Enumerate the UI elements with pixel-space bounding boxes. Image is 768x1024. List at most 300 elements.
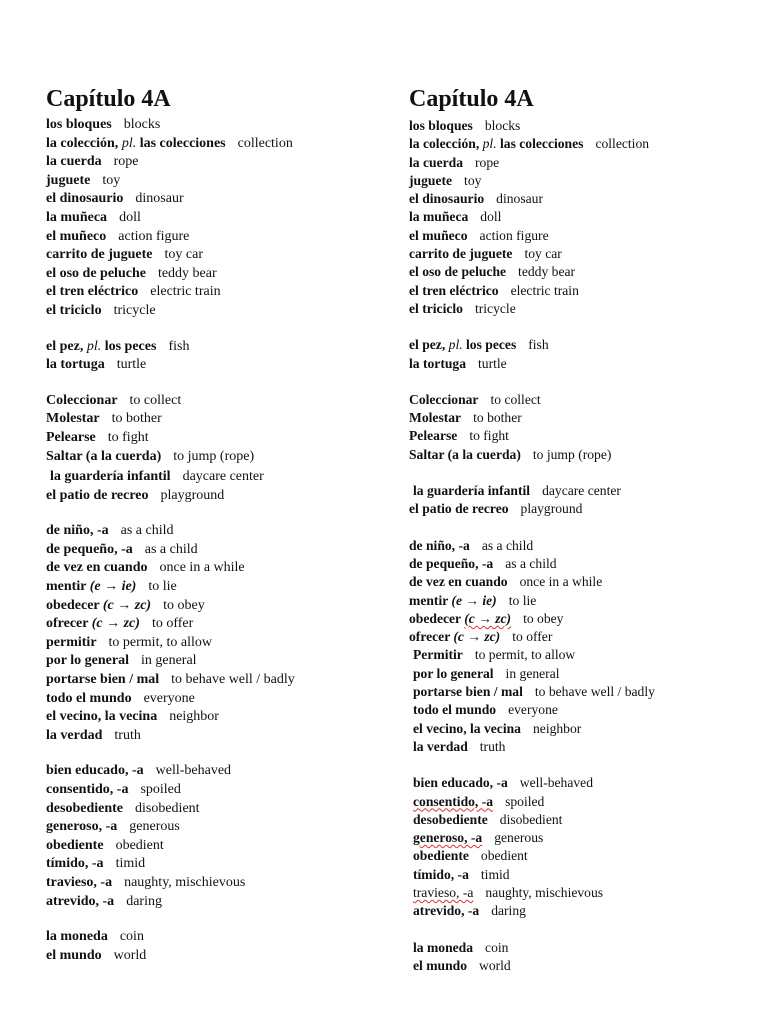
vocab-entry bbox=[46, 429, 295, 448]
vocab-term bbox=[46, 339, 156, 354]
vocab-term bbox=[46, 117, 112, 132]
vocab-entry bbox=[409, 902, 655, 920]
vocab-term bbox=[409, 356, 466, 371]
vocab-term bbox=[413, 666, 494, 681]
vocab-entry bbox=[409, 683, 655, 701]
vocab-entry bbox=[409, 482, 655, 500]
vocab-definition: as a child bbox=[505, 555, 557, 571]
vocab-entry bbox=[409, 939, 655, 957]
vocab-term bbox=[409, 283, 499, 298]
vocab-term bbox=[46, 430, 96, 445]
vocab-entry bbox=[409, 847, 655, 865]
vocab-term bbox=[413, 830, 482, 845]
vocab-term bbox=[409, 611, 511, 626]
vocab-term bbox=[46, 136, 226, 151]
stem-change: (c → zc) bbox=[464, 610, 512, 626]
vocab-entry bbox=[409, 665, 655, 683]
vocab-term bbox=[46, 838, 104, 853]
vocab-term bbox=[409, 191, 484, 206]
vocab-definition: spoiled bbox=[140, 782, 181, 797]
vocab-term-text: la cuerda bbox=[46, 154, 102, 170]
vocab-entry bbox=[46, 634, 295, 653]
vocab-entry bbox=[409, 135, 655, 153]
vocab-definition: truth bbox=[114, 727, 141, 743]
vocab-definition: turtle bbox=[116, 357, 147, 373]
vocab-term-text: el triciclo bbox=[46, 302, 102, 318]
vocab-entry bbox=[46, 541, 295, 560]
vocab-term bbox=[46, 154, 102, 169]
vocab-term-text: generoso, -a bbox=[413, 830, 483, 846]
vocab-term-text: la moneda bbox=[413, 939, 474, 955]
group-spacer bbox=[46, 505, 295, 522]
vocab-term-text: Molestar bbox=[46, 411, 100, 427]
vocab-definition: turtle bbox=[478, 355, 507, 371]
vocab-term-text: la muñeca bbox=[46, 209, 108, 225]
vocab-term bbox=[409, 136, 583, 151]
vocab-list bbox=[409, 117, 655, 975]
vocab-term-plural: las colecciones bbox=[496, 136, 584, 152]
vocab-term-text: la muñeca bbox=[409, 209, 469, 225]
vocab-term bbox=[409, 501, 509, 516]
vocab-term-text: el mundo bbox=[413, 957, 468, 973]
vocab-term-text: la tortuga bbox=[46, 357, 105, 373]
vocab-term-text: Saltar (a la cuerda) bbox=[46, 448, 162, 464]
vocab-term-text: Molestar bbox=[409, 410, 462, 426]
vocab-entry bbox=[409, 245, 655, 263]
vocab-definition: in general bbox=[140, 653, 197, 669]
vocab-definition: timid bbox=[480, 866, 510, 882]
vocab-term bbox=[409, 392, 478, 407]
vocab-entry bbox=[409, 336, 655, 354]
vocab-term bbox=[413, 848, 469, 863]
vocab-term bbox=[46, 357, 105, 372]
vocab-entry bbox=[409, 300, 655, 318]
vocab-term-text: ofrecer bbox=[409, 629, 454, 645]
vocab-definition: action figure bbox=[118, 228, 190, 244]
vocab-term bbox=[46, 875, 112, 890]
group-spacer bbox=[409, 756, 655, 774]
vocab-term bbox=[409, 155, 463, 170]
vocab-definition: to offer bbox=[512, 629, 553, 645]
stem-change: (c → zc) bbox=[102, 597, 152, 613]
vocab-definition: toy bbox=[102, 172, 121, 188]
vocab-entry bbox=[409, 866, 655, 884]
vocab-term bbox=[413, 684, 523, 699]
vocab-term bbox=[413, 958, 467, 973]
vocab-entry bbox=[409, 446, 655, 464]
vocab-definition: spoiled bbox=[505, 793, 545, 809]
vocab-definition: collection bbox=[237, 135, 293, 151]
vocab-entry bbox=[409, 573, 655, 591]
vocab-definition: world bbox=[479, 957, 511, 973]
vocab-definition: daring bbox=[491, 903, 526, 919]
vocab-term-text: el vecino, la vecina bbox=[413, 720, 521, 736]
vocab-term bbox=[46, 488, 149, 503]
vocab-term-text: todo el mundo bbox=[413, 702, 497, 718]
vocab-entry bbox=[46, 855, 295, 874]
vocab-term bbox=[409, 410, 461, 425]
vocab-term bbox=[46, 210, 107, 225]
vocab-definition: to collect bbox=[129, 392, 182, 408]
group-spacer bbox=[409, 373, 655, 391]
vocab-term-plural: los peces bbox=[101, 338, 157, 354]
vocab-entry bbox=[409, 263, 655, 281]
vocab-term-text: el muñeco bbox=[409, 227, 468, 243]
vocab-term-text: juguete bbox=[46, 172, 91, 188]
vocab-entry bbox=[409, 227, 655, 245]
vocab-entry bbox=[409, 117, 655, 135]
vocab-term-text: la colección, bbox=[46, 135, 122, 151]
group-spacer bbox=[46, 321, 295, 338]
vocab-term bbox=[409, 629, 500, 644]
vocab-definition: in general bbox=[505, 665, 560, 681]
vocab-definition: coin bbox=[485, 939, 509, 955]
vocab-definition: world bbox=[113, 947, 147, 963]
vocab-term-text: Saltar (a la cuerda) bbox=[409, 446, 521, 462]
vocab-entry bbox=[409, 701, 655, 719]
vocab-term bbox=[46, 709, 157, 724]
vocab-term-text: todo el mundo bbox=[46, 690, 132, 706]
vocab-entry bbox=[46, 448, 295, 467]
vocab-term-text: Pelearse bbox=[46, 429, 96, 445]
vocab-definition: daring bbox=[126, 893, 162, 909]
vocab-term-text: juguete bbox=[409, 172, 453, 188]
vocab-entry bbox=[46, 818, 295, 837]
vocab-term bbox=[46, 560, 148, 575]
vocab-term bbox=[46, 411, 100, 426]
vocab-entry bbox=[46, 671, 295, 690]
vocab-definition: to bother bbox=[111, 411, 162, 427]
vocab-term bbox=[46, 763, 144, 778]
vocab-entry bbox=[46, 874, 295, 893]
vocab-entry bbox=[46, 597, 295, 616]
vocab-entry bbox=[46, 410, 295, 429]
vocab-term-text: Pelearse bbox=[409, 428, 458, 444]
vocab-definition: neighbor bbox=[532, 720, 582, 736]
vocab-term-text: tímido, -a bbox=[413, 866, 469, 882]
vocab-term-text: el oso de peluche bbox=[46, 265, 146, 281]
vocab-term-text: la tortuga bbox=[409, 355, 467, 371]
vocab-term-text: desobediente bbox=[413, 811, 488, 827]
vocab-term-text: el pez, bbox=[409, 337, 449, 353]
vocab-term bbox=[46, 191, 123, 206]
vocab-entry bbox=[46, 837, 295, 856]
vocab-term-text: obediente bbox=[46, 837, 104, 853]
vocab-definition: disobedient bbox=[499, 811, 563, 827]
vocab-term bbox=[46, 728, 102, 743]
vocab-term-text: consentido, -a bbox=[46, 782, 129, 797]
vocab-entry bbox=[46, 947, 295, 966]
group-spacer bbox=[409, 519, 655, 537]
vocab-term-text: el tren eléctrico bbox=[46, 284, 139, 300]
vocab-definition: obedient bbox=[115, 837, 164, 853]
vocab-definition: to permit, to allow bbox=[474, 647, 576, 663]
vocab-definition: doll bbox=[119, 209, 141, 225]
vocab-definition: playground bbox=[520, 501, 583, 517]
vocab-definition: to fight bbox=[469, 428, 509, 444]
vocab-definition: as a child bbox=[481, 537, 534, 553]
vocab-term-text: mentir bbox=[46, 579, 90, 595]
vocab-term bbox=[46, 542, 133, 557]
vocab-term bbox=[46, 819, 117, 834]
vocab-entry bbox=[46, 190, 295, 209]
group-spacer bbox=[46, 375, 295, 392]
vocab-definition: coin bbox=[119, 929, 144, 945]
vocab-term bbox=[46, 691, 132, 706]
vocab-definition: everyone bbox=[508, 702, 558, 718]
vocab-entry bbox=[46, 209, 295, 228]
vocab-definition: to offer bbox=[151, 616, 194, 632]
vocab-definition: electric train bbox=[510, 282, 579, 298]
vocab-term-text: bien educado, -a bbox=[46, 763, 144, 779]
vocab-term bbox=[46, 635, 97, 650]
vocab-term-text: de niño, -a bbox=[409, 537, 470, 553]
vocab-entry bbox=[46, 522, 295, 541]
vocab-entry bbox=[409, 282, 655, 300]
vocab-term-text: por lo general bbox=[413, 665, 494, 681]
vocab-entry bbox=[409, 172, 655, 190]
vocab-entry bbox=[46, 893, 295, 912]
vocab-term bbox=[409, 246, 512, 261]
vocab-term-text: la moneda bbox=[46, 929, 108, 945]
vocab-definition: to permit, to allow bbox=[108, 634, 212, 650]
vocab-term-text: tímido, -a bbox=[46, 856, 104, 872]
vocab-entry bbox=[409, 500, 655, 518]
vocab-term bbox=[46, 856, 104, 871]
vocab-term-text: el dinosaurio bbox=[409, 191, 485, 207]
vocab-term-text: el muñeco bbox=[46, 228, 107, 244]
vocab-entry bbox=[46, 356, 295, 375]
vocab-entry bbox=[46, 781, 295, 800]
vocab-entry bbox=[46, 135, 295, 154]
vocab-entry bbox=[46, 487, 295, 506]
vocab-definition: timid bbox=[115, 856, 146, 872]
vocab-term-text: el patio de recreo bbox=[46, 487, 149, 503]
vocab-term-text: obedecer bbox=[409, 610, 465, 626]
vocab-term bbox=[409, 538, 470, 553]
vocab-definition: once in a while bbox=[159, 560, 245, 576]
vocab-definition: everyone bbox=[143, 690, 195, 706]
vocab-entry bbox=[409, 427, 655, 445]
vocab-definition: blocks bbox=[123, 117, 161, 132]
vocab-term bbox=[409, 574, 508, 589]
vocab-term bbox=[46, 266, 146, 281]
vocab-term bbox=[413, 940, 473, 955]
vocab-term-text: desobediente bbox=[46, 800, 123, 816]
vocab-term bbox=[46, 173, 90, 188]
vocab-term bbox=[413, 702, 496, 717]
vocab-term-text: permitir bbox=[46, 634, 97, 650]
vocab-term bbox=[46, 948, 102, 963]
vocab-term-text: Coleccionar bbox=[409, 391, 479, 407]
vocab-term-text: el vecino, la vecina bbox=[46, 709, 158, 725]
vocab-term bbox=[46, 929, 108, 944]
vocab-term bbox=[46, 653, 129, 668]
group-spacer bbox=[46, 911, 295, 928]
vocab-term-text: ofrecer bbox=[46, 616, 92, 632]
vocab-definition: to lie bbox=[508, 592, 537, 608]
vocab-entry bbox=[46, 762, 295, 781]
vocab-term-text: el patio de recreo bbox=[409, 501, 509, 517]
group-spacer bbox=[409, 318, 655, 336]
vocab-entry bbox=[46, 228, 295, 247]
vocab-term bbox=[413, 483, 530, 498]
vocab-definition: dinosaur bbox=[135, 191, 184, 207]
vocab-entry bbox=[409, 829, 655, 847]
vocab-definition: to lie bbox=[148, 579, 177, 595]
vocab-entry bbox=[409, 957, 655, 975]
vocab-definition: disobedient bbox=[135, 800, 200, 816]
vocab-definition: neighbor bbox=[169, 709, 219, 725]
vocab-term-text: generoso, -a bbox=[46, 819, 118, 835]
plural-abbrev: pl. bbox=[482, 136, 497, 152]
vocab-entry bbox=[409, 355, 655, 373]
vocab-entry bbox=[409, 610, 655, 628]
page-title: Capítulo 4A bbox=[409, 86, 534, 112]
vocab-term-text: consentido, -a bbox=[413, 793, 494, 809]
vocab-term bbox=[46, 247, 153, 262]
vocab-definition: naughty, mischievous bbox=[124, 874, 246, 890]
vocab-definition: teddy bear bbox=[518, 264, 576, 280]
vocab-entry bbox=[46, 652, 295, 671]
vocab-term bbox=[413, 739, 468, 754]
vocab-entry bbox=[46, 302, 295, 321]
stem-change: (e → ie) bbox=[451, 592, 497, 608]
vocab-term bbox=[46, 672, 159, 687]
vocab-entry bbox=[409, 628, 655, 646]
vocab-definition: to bother bbox=[473, 410, 522, 426]
vocab-term-text: obedecer bbox=[46, 597, 103, 613]
vocab-term-text: atrevido, -a bbox=[46, 893, 115, 909]
vocab-definition: rope bbox=[475, 154, 500, 170]
vocab-definition: daycare center bbox=[542, 483, 621, 499]
vocab-term bbox=[46, 782, 128, 797]
vocab-term-text: la guardería infantil bbox=[413, 483, 531, 499]
vocab-definition: dinosaur bbox=[496, 191, 543, 207]
vocab-entry bbox=[409, 720, 655, 738]
vocab-definition: to obey bbox=[523, 610, 564, 626]
vocab-definition: naughty, mischievous bbox=[485, 884, 604, 900]
vocab-entry bbox=[409, 793, 655, 811]
vocab-term-text: el mundo bbox=[46, 947, 102, 963]
vocab-definition: toy bbox=[464, 172, 482, 188]
vocab-definition: tricycle bbox=[113, 302, 156, 318]
vocab-term bbox=[46, 393, 118, 408]
vocab-term bbox=[413, 885, 473, 900]
vocab-entry bbox=[409, 190, 655, 208]
vocab-term bbox=[413, 812, 488, 827]
vocab-term-text: de pequeño, -a bbox=[409, 555, 494, 571]
vocab-term-text: la cuerda bbox=[409, 154, 463, 170]
vocab-term bbox=[46, 229, 106, 244]
group-spacer bbox=[409, 464, 655, 482]
vocab-term bbox=[46, 894, 114, 909]
vocab-term-text: de pequeño, -a bbox=[46, 541, 133, 557]
vocab-entry bbox=[409, 391, 655, 409]
vocab-term bbox=[46, 523, 109, 538]
vocab-entry bbox=[409, 409, 655, 427]
vocab-term-text: obediente bbox=[413, 848, 469, 864]
vocab-term-text: bien educado, -a bbox=[413, 775, 508, 791]
vocab-term bbox=[413, 647, 463, 662]
vocab-entry bbox=[409, 811, 655, 829]
vocab-term bbox=[409, 428, 457, 443]
vocab-definition: once in a while bbox=[519, 574, 603, 590]
vocab-definition: as a child bbox=[120, 523, 174, 539]
vocab-term bbox=[50, 469, 171, 484]
vocab-entry bbox=[46, 265, 295, 284]
vocab-definition: to fight bbox=[107, 429, 149, 445]
vocab-entry bbox=[46, 708, 295, 727]
vocab-term bbox=[413, 775, 508, 790]
vocab-term-text: el pez, bbox=[46, 338, 87, 354]
vocab-definition: daycare center bbox=[182, 469, 264, 485]
vocab-definition: to behave well / badly bbox=[171, 672, 295, 688]
vocab-term-text: la guardería infantil bbox=[50, 469, 171, 485]
vocab-definition: electric train bbox=[150, 284, 221, 300]
vocab-term-text: de niño, -a bbox=[46, 523, 109, 539]
vocab-term bbox=[409, 556, 493, 571]
vocab-term-text: portarse bien / mal bbox=[46, 672, 160, 688]
vocab-definition: obedient bbox=[480, 848, 528, 864]
group-spacer bbox=[46, 745, 295, 762]
vocab-entry bbox=[409, 208, 655, 226]
vocab-term-text: por lo general bbox=[46, 653, 129, 669]
vocab-definition: playground bbox=[160, 487, 225, 503]
vocab-entry bbox=[46, 392, 295, 411]
vocab-term-text: la verdad bbox=[46, 727, 103, 743]
vocab-term-text: portarse bien / mal bbox=[413, 684, 523, 700]
vocab-term bbox=[413, 794, 493, 809]
vocab-term-text: el dinosaurio bbox=[46, 191, 124, 207]
vocab-definition: to obey bbox=[163, 597, 205, 613]
vocab-definition: to jump (rope) bbox=[532, 446, 612, 462]
vocab-entry bbox=[46, 615, 295, 634]
vocab-term-plural: las colecciones bbox=[136, 135, 226, 151]
vocab-term-text: el tren eléctrico bbox=[409, 282, 499, 298]
vocab-term bbox=[409, 593, 497, 608]
vocab-definition: to behave well / badly bbox=[534, 684, 655, 700]
vocab-term bbox=[409, 264, 506, 279]
vocab-term bbox=[413, 867, 469, 882]
vocab-definition: to jump (rope) bbox=[173, 448, 255, 464]
vocab-term-text: de vez en cuando bbox=[409, 574, 508, 590]
vocab-entry bbox=[409, 774, 655, 792]
vocab-term bbox=[413, 721, 521, 736]
vocab-definition: as a child bbox=[144, 541, 198, 557]
vocab-term-text: los bloques bbox=[46, 117, 112, 132]
vocab-entry bbox=[46, 690, 295, 709]
vocab-term-text: el triciclo bbox=[409, 300, 463, 316]
vocab-term-text: Permitir bbox=[413, 647, 463, 663]
vocab-list bbox=[46, 116, 295, 965]
vocab-entry bbox=[46, 338, 295, 357]
page-title: Capítulo 4A bbox=[46, 86, 171, 112]
vocab-term-text: el oso de peluche bbox=[409, 264, 507, 280]
vocab-definition: generous bbox=[494, 830, 544, 846]
vocab-entry bbox=[46, 116, 295, 135]
vocab-term bbox=[46, 303, 102, 318]
vocab-entry bbox=[409, 884, 655, 902]
vocab-entry bbox=[409, 555, 655, 573]
vocab-term bbox=[409, 337, 516, 352]
vocab-entry bbox=[409, 154, 655, 172]
vocab-entry bbox=[46, 800, 295, 819]
vocab-term-text: travieso, -a bbox=[46, 874, 113, 890]
vocab-term bbox=[409, 173, 452, 188]
vocab-term-text: Coleccionar bbox=[46, 392, 118, 408]
vocab-entry bbox=[46, 153, 295, 172]
